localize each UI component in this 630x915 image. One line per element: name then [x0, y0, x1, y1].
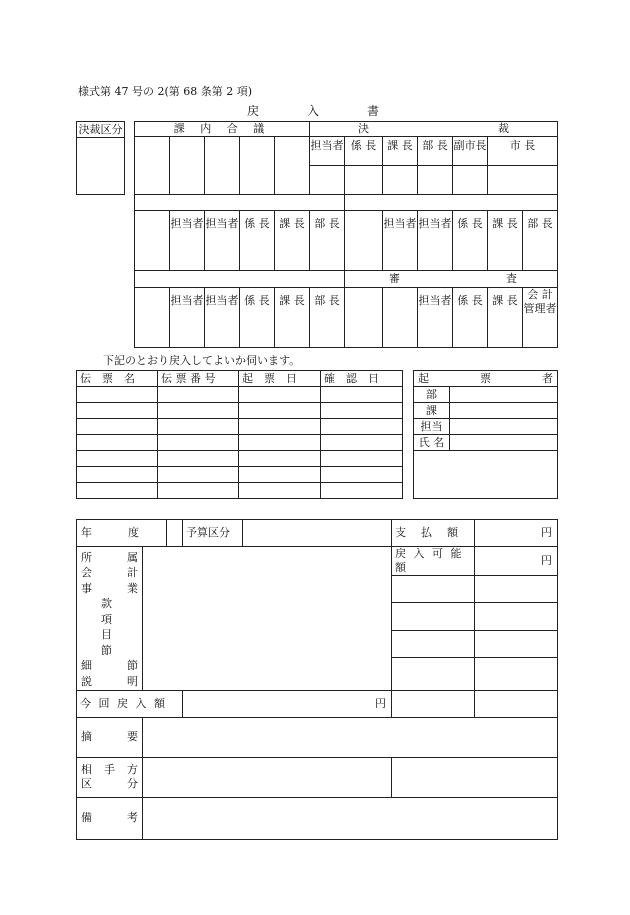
role-label-line: 管理者 [523, 302, 557, 316]
account-item: 款 [101, 597, 112, 611]
voucher-cell[interactable] [321, 387, 403, 403]
role-label: 副市長 [453, 137, 488, 166]
voucher-cell[interactable] [158, 467, 239, 483]
voucher-issue-date-header: 起 票 日 [239, 371, 321, 387]
voucher-cell[interactable] [158, 483, 239, 499]
voucher-table [76, 370, 403, 499]
division-stamp-box[interactable] [240, 137, 275, 195]
voucher-cell[interactable] [321, 483, 403, 499]
stamp-box[interactable] [135, 288, 170, 348]
role-label: 担当者 [170, 211, 205, 271]
voucher-cell[interactable] [321, 419, 403, 435]
account-line [77, 550, 142, 566]
account-line [77, 674, 142, 690]
partner-extra-value[interactable] [392, 757, 558, 797]
account-labels [77, 547, 143, 691]
role-label: 課 長 [275, 211, 310, 271]
account-char: 節 [127, 659, 138, 673]
account-line [77, 581, 142, 597]
fiscal-year-char: 年 [81, 526, 92, 540]
blank-row [345, 195, 558, 211]
voucher-cell[interactable] [158, 419, 239, 435]
stamp-box[interactable] [383, 288, 418, 348]
summary-char: 摘 [81, 730, 92, 744]
role-label-accounting-manager [523, 288, 558, 348]
role-label: 課 長 [488, 211, 523, 271]
account-char: 計 [127, 566, 138, 580]
request-sentence: 下記のとおり戻入してよいか伺います。 [103, 354, 301, 367]
role-label: 担当者 [170, 288, 205, 348]
amount-cell[interactable] [392, 603, 475, 630]
refundable-amount-label: 戻 入 可 能 額 [392, 547, 475, 576]
this-refund-label: 今 回 戻 入 額 [77, 690, 183, 717]
decision-header-right: 裁 [498, 122, 509, 136]
budget-type-label: 予算区分 [183, 520, 243, 547]
form-title-char-3: 書 [367, 104, 380, 118]
account-char: 属 [127, 550, 138, 564]
role-label: 課 長 [383, 137, 418, 166]
voucher-cell[interactable] [158, 435, 239, 451]
amount-cell[interactable] [475, 603, 558, 630]
role-label: 担当者 [418, 211, 453, 271]
voucher-cell[interactable] [77, 483, 158, 499]
amount-cell[interactable] [392, 630, 475, 657]
account-line [77, 659, 142, 675]
role-label: 部 長 [310, 288, 345, 348]
division-stamp-box[interactable] [275, 137, 310, 195]
amount-cell[interactable] [475, 575, 558, 602]
account-item: 項 [101, 612, 112, 626]
role-label: 担当者 [310, 137, 345, 166]
fiscal-year-label [77, 520, 167, 547]
audit-header-left: 審 [389, 272, 400, 286]
stamp-box[interactable] [135, 211, 170, 271]
decision-stamp-box[interactable] [310, 166, 345, 195]
voucher-cell[interactable] [239, 451, 321, 467]
account-detail-value[interactable] [143, 547, 392, 691]
partner-value[interactable] [143, 757, 392, 797]
account-char: 明 [127, 674, 138, 688]
role-label: 部 長 [523, 211, 558, 271]
payment-amount-label: 支 払 額 [392, 520, 475, 547]
issuer-department-label: 部 [414, 387, 450, 403]
decision-stamp-box[interactable] [488, 166, 558, 195]
voucher-cell[interactable] [77, 387, 158, 403]
issuer-name-value[interactable] [450, 435, 558, 451]
issuer-charge-label: 担当 [414, 419, 450, 435]
budget-type-value[interactable] [243, 520, 392, 547]
role-label: 部 長 [418, 137, 453, 166]
budget-table [76, 519, 558, 840]
account-line [77, 566, 142, 582]
role-label: 課 長 [488, 288, 523, 348]
partner-char: 手 [104, 763, 115, 777]
voucher-cell[interactable] [239, 419, 321, 435]
account-item: 節 [101, 643, 112, 657]
issuer-table [413, 370, 558, 499]
issuer-department-value[interactable] [450, 387, 558, 403]
voucher-confirm-date-header: 確 認 日 [321, 371, 403, 387]
partner-char: 分 [127, 777, 138, 790]
audit-header [345, 271, 558, 288]
voucher-cell[interactable] [321, 467, 403, 483]
this-refund-value[interactable]: 円 [183, 690, 392, 717]
voucher-cell[interactable] [77, 419, 158, 435]
account-char: 会 [81, 566, 92, 580]
voucher-name-header: 伝 票 名 [77, 371, 158, 387]
account-char: 事 [81, 581, 92, 595]
voucher-cell[interactable] [239, 483, 321, 499]
issuer-header-char: 起 [418, 371, 429, 385]
division-consultation-header: 課 内 合 議 [135, 122, 310, 137]
remarks-label [77, 797, 143, 839]
fiscal-year-value[interactable] [167, 520, 183, 547]
decision-stamp-box[interactable] [418, 166, 453, 195]
blank-row [135, 271, 345, 288]
remarks-value[interactable] [143, 797, 558, 839]
role-label: 課 長 [275, 288, 310, 348]
summary-char: 要 [127, 730, 138, 744]
voucher-cell[interactable] [158, 451, 239, 467]
voucher-cell[interactable] [321, 451, 403, 467]
role-label: 係 長 [453, 288, 488, 348]
division-stamp-box[interactable] [135, 137, 170, 195]
approval-classification-box [76, 121, 125, 195]
voucher-cell[interactable] [158, 403, 239, 419]
role-label: 部 長 [310, 211, 345, 271]
role-label: 担当者 [383, 211, 418, 271]
issuer-header-char: 票 [480, 371, 491, 385]
voucher-cell[interactable] [239, 387, 321, 403]
voucher-cell[interactable] [239, 435, 321, 451]
voucher-number-header: 伝 票 番 号 [158, 371, 239, 387]
form-number: 様式第 47 号の 2(第 68 条第 2 項) [78, 85, 253, 98]
account-item: 目 [101, 628, 112, 642]
voucher-cell[interactable] [321, 403, 403, 419]
issuer-section-label: 課 [414, 403, 450, 419]
approval-classification-label: 決裁区分 [78, 122, 123, 136]
issuer-section-value[interactable] [450, 403, 558, 419]
amount-cell[interactable] [392, 575, 475, 602]
account-char: 業 [127, 581, 138, 595]
issuer-name-label: 氏 名 [414, 435, 450, 451]
remarks-char: 考 [127, 811, 138, 825]
voucher-cell[interactable] [77, 467, 158, 483]
summary-value[interactable] [143, 717, 558, 757]
remarks-char: 備 [81, 811, 92, 825]
amount-cell[interactable] [475, 658, 558, 690]
partner-char: 相 [81, 763, 92, 777]
voucher-cell[interactable] [239, 403, 321, 419]
fiscal-year-char: 度 [128, 526, 139, 540]
issuer-header-char: 者 [542, 371, 553, 385]
voucher-cell[interactable] [77, 451, 158, 467]
role-label-line: 会 計 [527, 288, 553, 301]
decision-header-left: 決 [358, 122, 369, 136]
stamp-box[interactable] [345, 211, 383, 271]
issuer-header [414, 371, 558, 387]
form-title-char-1: 戻 [247, 104, 260, 118]
division-stamp-box[interactable] [170, 137, 205, 195]
summary-label [77, 717, 143, 757]
issuer-charge-value[interactable] [450, 419, 558, 435]
account-char: 所 [81, 550, 92, 564]
form-title-char-2: 入 [307, 104, 320, 118]
voucher-cell[interactable] [239, 467, 321, 483]
voucher-cell[interactable] [77, 403, 158, 419]
partner-label [77, 757, 143, 797]
voucher-cell[interactable] [77, 435, 158, 451]
audit-header-right: 査 [506, 272, 517, 286]
voucher-cell[interactable] [321, 435, 403, 451]
role-label: 担当者 [205, 288, 240, 348]
role-label: 係 長 [240, 288, 275, 348]
decision-stamp-box[interactable] [453, 166, 488, 195]
decision-stamp-box[interactable] [345, 166, 383, 195]
refundable-amount-value[interactable]: 円 [475, 547, 558, 576]
account-char: 細 [81, 659, 92, 673]
partner-char: 方 [127, 763, 138, 777]
division-stamp-box[interactable] [205, 137, 240, 195]
account-char: 説 [81, 674, 92, 688]
blank-row [135, 195, 345, 211]
partner-char: 区 [81, 777, 92, 790]
approval-classification-value[interactable] [77, 138, 125, 195]
role-label: 担当者 [418, 288, 453, 348]
approval-stamp-table [134, 121, 558, 348]
stamp-box[interactable] [345, 288, 383, 348]
decision-header [310, 122, 558, 137]
payment-amount-value[interactable]: 円 [475, 520, 558, 547]
role-label-mayor: 市 長 [488, 137, 558, 166]
decision-stamp-box[interactable] [383, 166, 418, 195]
voucher-cell[interactable] [158, 387, 239, 403]
role-label: 係 長 [240, 211, 275, 271]
amount-cell[interactable] [392, 690, 475, 717]
amount-cell[interactable] [475, 630, 558, 657]
role-label: 係 長 [345, 137, 383, 166]
role-label: 担当者 [205, 211, 240, 271]
amount-cell[interactable] [392, 658, 475, 690]
role-label: 係 長 [453, 211, 488, 271]
issuer-blank[interactable] [414, 451, 558, 499]
amount-cell[interactable] [475, 690, 558, 717]
